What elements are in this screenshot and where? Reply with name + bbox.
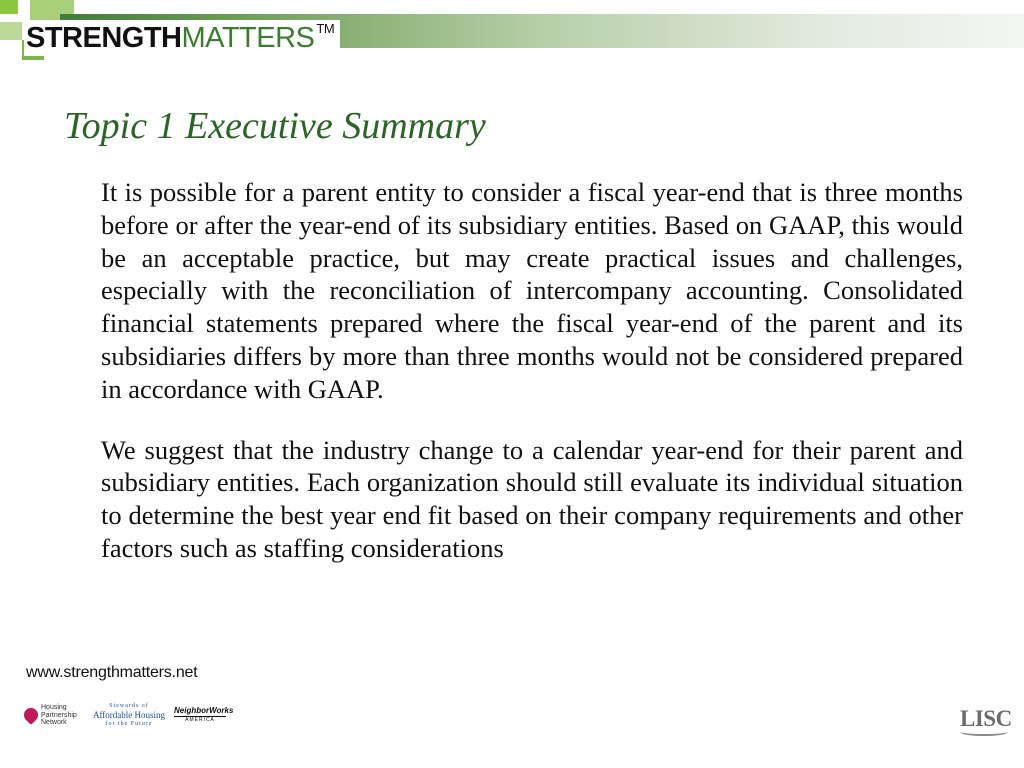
stewards-line: Affordable Housing	[92, 710, 166, 720]
slide-body	[101, 176, 963, 593]
hpn-logo-text	[41, 704, 77, 727]
lisc-logo: LISC	[960, 706, 1012, 731]
housing-partnership-network-logo	[24, 704, 92, 728]
neighborworks-logo	[174, 706, 234, 728]
body-paragraph: It is possible for a parent entity to consider a fiscal year-end that is three months before or after the year-end of its subsidiary entities. Based on GAAP, this would be an acceptable practice, but may create practical issues and challenges, especially with the reconciliation of intercompany accounting. Consolidated financial statements prepared where the fiscal year-end of the parent and its subsidiaries differs by more than three months would not be considered prepared in accordance with GAAP.	[101, 177, 963, 404]
brand-trademark: TM	[316, 21, 335, 36]
strength-matters-logo	[24, 20, 340, 56]
lisc-swoosh-icon	[960, 728, 1008, 736]
hpn-line: Partnership	[41, 711, 77, 719]
decor-square	[0, 22, 22, 40]
decor-square	[0, 0, 18, 14]
stewards-line: Stewards of	[109, 703, 149, 709]
body-paragraph: We suggest that the industry change to a calendar year-end for their parent and subsidiary entities. Each organization should still evaluate its individual situation to determine the best year end fit based on their company requirements and other factors such as staffing considerations	[101, 434, 963, 563]
brand-light: MATTERS	[181, 22, 315, 54]
neighborworks-name: NeighborWorks	[174, 706, 234, 715]
partner-logos	[24, 702, 234, 730]
hpn-line: Housing	[41, 704, 67, 711]
neighborworks-sub: AMERICA	[174, 716, 226, 723]
brand-strong: STRENGTH	[26, 22, 182, 54]
stewards-affordable-housing-logo	[92, 702, 166, 730]
slide-header	[0, 0, 1024, 62]
stewards-line: for the Future	[105, 721, 153, 727]
slide-title: Topic 1 Executive Summary	[64, 105, 486, 147]
heart-icon	[21, 705, 41, 725]
hpn-line: Network	[41, 719, 67, 726]
website-url: www.strengthmatters.net	[26, 664, 198, 681]
